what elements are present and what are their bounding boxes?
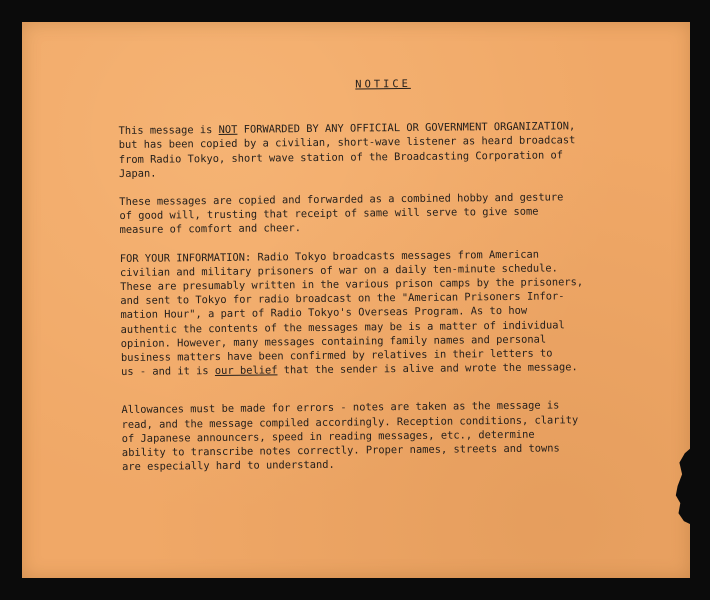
paragraph-3-start: FOR YOUR INFORMATION: Radio Tokyo broadcasts messages from American civilian and military prisoners of war on a daily ten-minute schedule. These are presumably written in the various prison camps by the prisoners, and sent to Tokyo for radio broadcast on the "American Prisoners Infor- mation Hour", a part of Radio Tokyo's Overseas Program. As to how authentic the contents of the messages may be is a matter of individual opinion. However, many messages containing family names and personal business matters have been confirmed by relatives in their letters to us - and it is — [119, 248, 584, 379]
notice-document — [118, 75, 622, 489]
paragraph-1 — [118, 119, 619, 181]
notice-title: NOTICE — [355, 77, 411, 91]
paragraph-1-end: FORWARDED BY ANY OFFICIAL OR GOVERNMENT ORGANIZATION, but has been copied by a civilian, short-wave listener as heard broadcast from Radio Tokyo, short wave station of the Broadcasting Corporation of Japan. — [118, 120, 576, 180]
paragraph-1-start: This message is — [118, 124, 219, 138]
paragraph-4: Allowances must be made for errors - notes are taken as the message is read, and the message compiled accordingly. Reception conditions, clarity of Japanese announcers, speed in reading messages, etc., determine ability to transcribe notes correctly. Proper names, streets and towns are especially hard to understand. — [121, 399, 579, 474]
paragraph-3 — [120, 246, 621, 379]
paragraph-3-emphasis: our belief — [214, 364, 278, 378]
notice-paper — [22, 22, 690, 578]
paragraph-2: These messages are copied and forwarded as a combined hobby and gesture of good will, trusting that receipt of same will serve to give some measure of comfort and cheer. — [119, 191, 564, 237]
paragraph-3-end: that the sender is alive and wrote the message. — [277, 361, 578, 377]
paragraph-1-emphasis: NOT — [218, 123, 238, 137]
torn-edge — [674, 447, 692, 525]
